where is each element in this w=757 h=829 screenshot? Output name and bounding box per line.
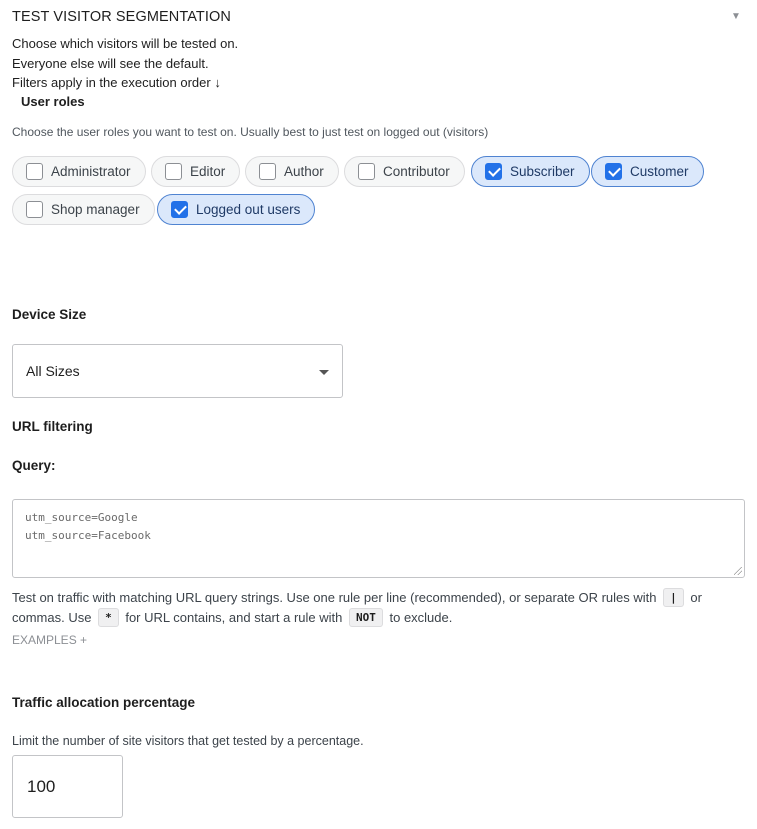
role-chip-subscriber[interactable] xyxy=(471,156,590,187)
query-label: Query: xyxy=(12,458,56,473)
query-line: utm_source=Facebook xyxy=(25,529,151,542)
code-not: NOT xyxy=(349,608,383,627)
role-label: Administrator xyxy=(51,164,131,179)
collapse-toggle-icon[interactable]: ▼ xyxy=(731,11,741,22)
url-filtering-heading: URL filtering xyxy=(12,419,93,434)
role-label: Contributor xyxy=(383,164,450,179)
checkbox-checked[interactable] xyxy=(605,163,622,180)
checkbox-checked[interactable] xyxy=(485,163,502,180)
intro-line: Choose which visitors will be tested on. xyxy=(12,36,239,51)
help-text: or commas. Use xyxy=(12,590,702,625)
checkbox[interactable] xyxy=(165,163,182,180)
query-help-text xyxy=(12,588,732,628)
role-chip-customer[interactable] xyxy=(591,156,704,187)
resize-handle-icon[interactable] xyxy=(734,567,742,575)
help-text: to exclude. xyxy=(389,610,453,625)
checkbox[interactable] xyxy=(26,201,43,218)
help-text: Test on traffic with matching URL query strings. Use one rule per line (recommended), or separate OR rules with xyxy=(12,590,657,605)
section-intro xyxy=(12,34,238,93)
role-label: Customer xyxy=(630,164,689,179)
code-star: * xyxy=(98,608,119,627)
role-chip-editor[interactable] xyxy=(151,156,240,187)
section-title: TEST VISITOR SEGMENTATION xyxy=(12,9,231,25)
examples-link[interactable]: EXAMPLES + xyxy=(12,633,88,647)
checkbox[interactable] xyxy=(26,163,43,180)
select-value: All Sizes xyxy=(26,363,80,379)
user-roles-hint: Choose the user roles you want to test on. Usually best to just test on logged out (visitors) xyxy=(12,125,489,139)
role-chip-shop-manager[interactable] xyxy=(12,194,155,225)
input-value: 100 xyxy=(27,776,56,796)
role-chip-contributor[interactable] xyxy=(344,156,465,187)
query-line: utm_source=Google xyxy=(25,511,138,524)
device-size-select[interactable] xyxy=(12,344,343,398)
checkbox[interactable] xyxy=(259,163,276,180)
intro-line: Filters apply in the execution order ↓ xyxy=(12,75,221,90)
traffic-percentage-input[interactable] xyxy=(12,755,123,818)
role-chip-logged-out-users[interactable] xyxy=(157,194,315,225)
help-text: for URL contains, and start a rule with xyxy=(125,610,343,625)
role-label: Shop manager xyxy=(51,202,140,217)
code-pipe: | xyxy=(663,588,684,607)
traffic-allocation-hint: Limit the number of site visitors that get tested by a percentage. xyxy=(12,734,364,748)
role-label: Subscriber xyxy=(510,164,575,179)
device-size-label: Device Size xyxy=(12,307,87,322)
chevron-down-icon xyxy=(319,370,329,375)
traffic-allocation-heading: Traffic allocation percentage xyxy=(12,695,196,710)
role-label: Editor xyxy=(190,164,226,179)
intro-line: Everyone else will see the default. xyxy=(12,55,209,71)
role-chip-administrator[interactable] xyxy=(12,156,146,187)
role-label: Logged out users xyxy=(196,202,301,217)
role-label: Author xyxy=(284,164,324,179)
query-textarea[interactable] xyxy=(12,499,745,578)
checkbox-checked[interactable] xyxy=(171,201,188,218)
role-chip-author[interactable] xyxy=(245,156,339,187)
user-roles-heading: User roles xyxy=(21,94,85,109)
checkbox[interactable] xyxy=(358,163,375,180)
